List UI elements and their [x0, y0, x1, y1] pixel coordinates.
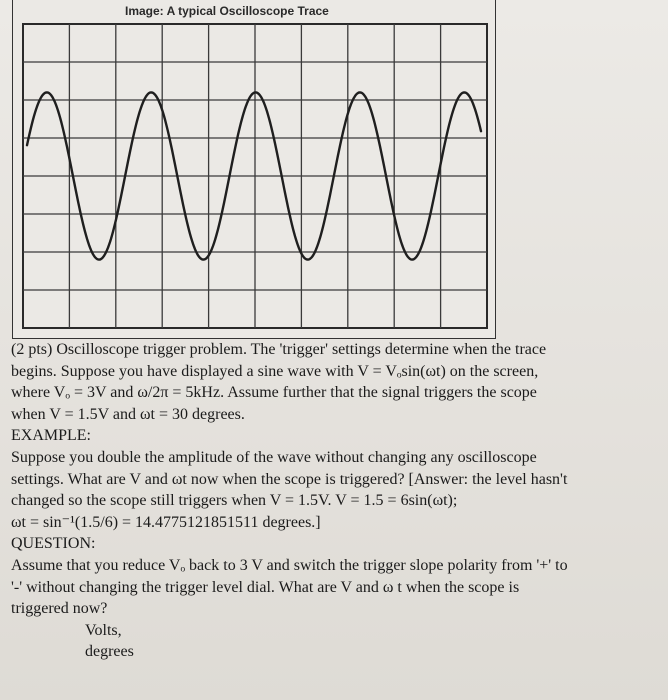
problem-text: [11, 339, 661, 663]
problem-line: begins. Suppose you have displayed a sine wave with V = Vₒsin(ωt) on the screen,: [11, 362, 539, 380]
question-line: '-' without changing the trigger level dial. What are V and ω t when the scope is: [11, 578, 520, 596]
example-line: settings. What are V and ωt now when the scope is triggered? [Answer: the level hasn't: [11, 470, 568, 488]
question-line: Assume that you reduce Vₒ back to 3 V and switch the trigger slope polarity from '+' to: [11, 556, 568, 574]
problem-line: when V = 1.5V and ωt = 30 degrees.: [11, 405, 245, 423]
question-heading: QUESTION:: [11, 535, 96, 553]
oscilloscope-figure: [12, 0, 496, 339]
example-line: ωt = sin⁻¹(1.5/6) = 14.4775121851511 degrees.]: [11, 513, 321, 531]
problem-line: (2 pts) Oscilloscope trigger problem. The 'trigger' settings determine when the trace: [11, 341, 547, 358]
degrees-answer-label: degrees: [85, 643, 134, 661]
example-line: changed so the scope still triggers when V = 1.5V. V = 1.5 = 6sin(ωt);: [11, 492, 458, 510]
example-heading: EXAMPLE:: [11, 427, 91, 445]
oscilloscope-screen: [13, 0, 495, 338]
question-line: triggered now?: [11, 600, 108, 618]
example-line: Suppose you double the amplitude of the wave without changing any oscilloscope: [11, 448, 537, 466]
scope-grid: [23, 24, 487, 328]
volts-answer-label: Volts,: [85, 621, 122, 639]
figure-title: Image: A typical Oscilloscope Trace: [125, 4, 329, 18]
problem-line: where Vₒ = 3V and ω/2π = 5kHz. Assume further that the signal triggers the scope: [11, 384, 537, 402]
